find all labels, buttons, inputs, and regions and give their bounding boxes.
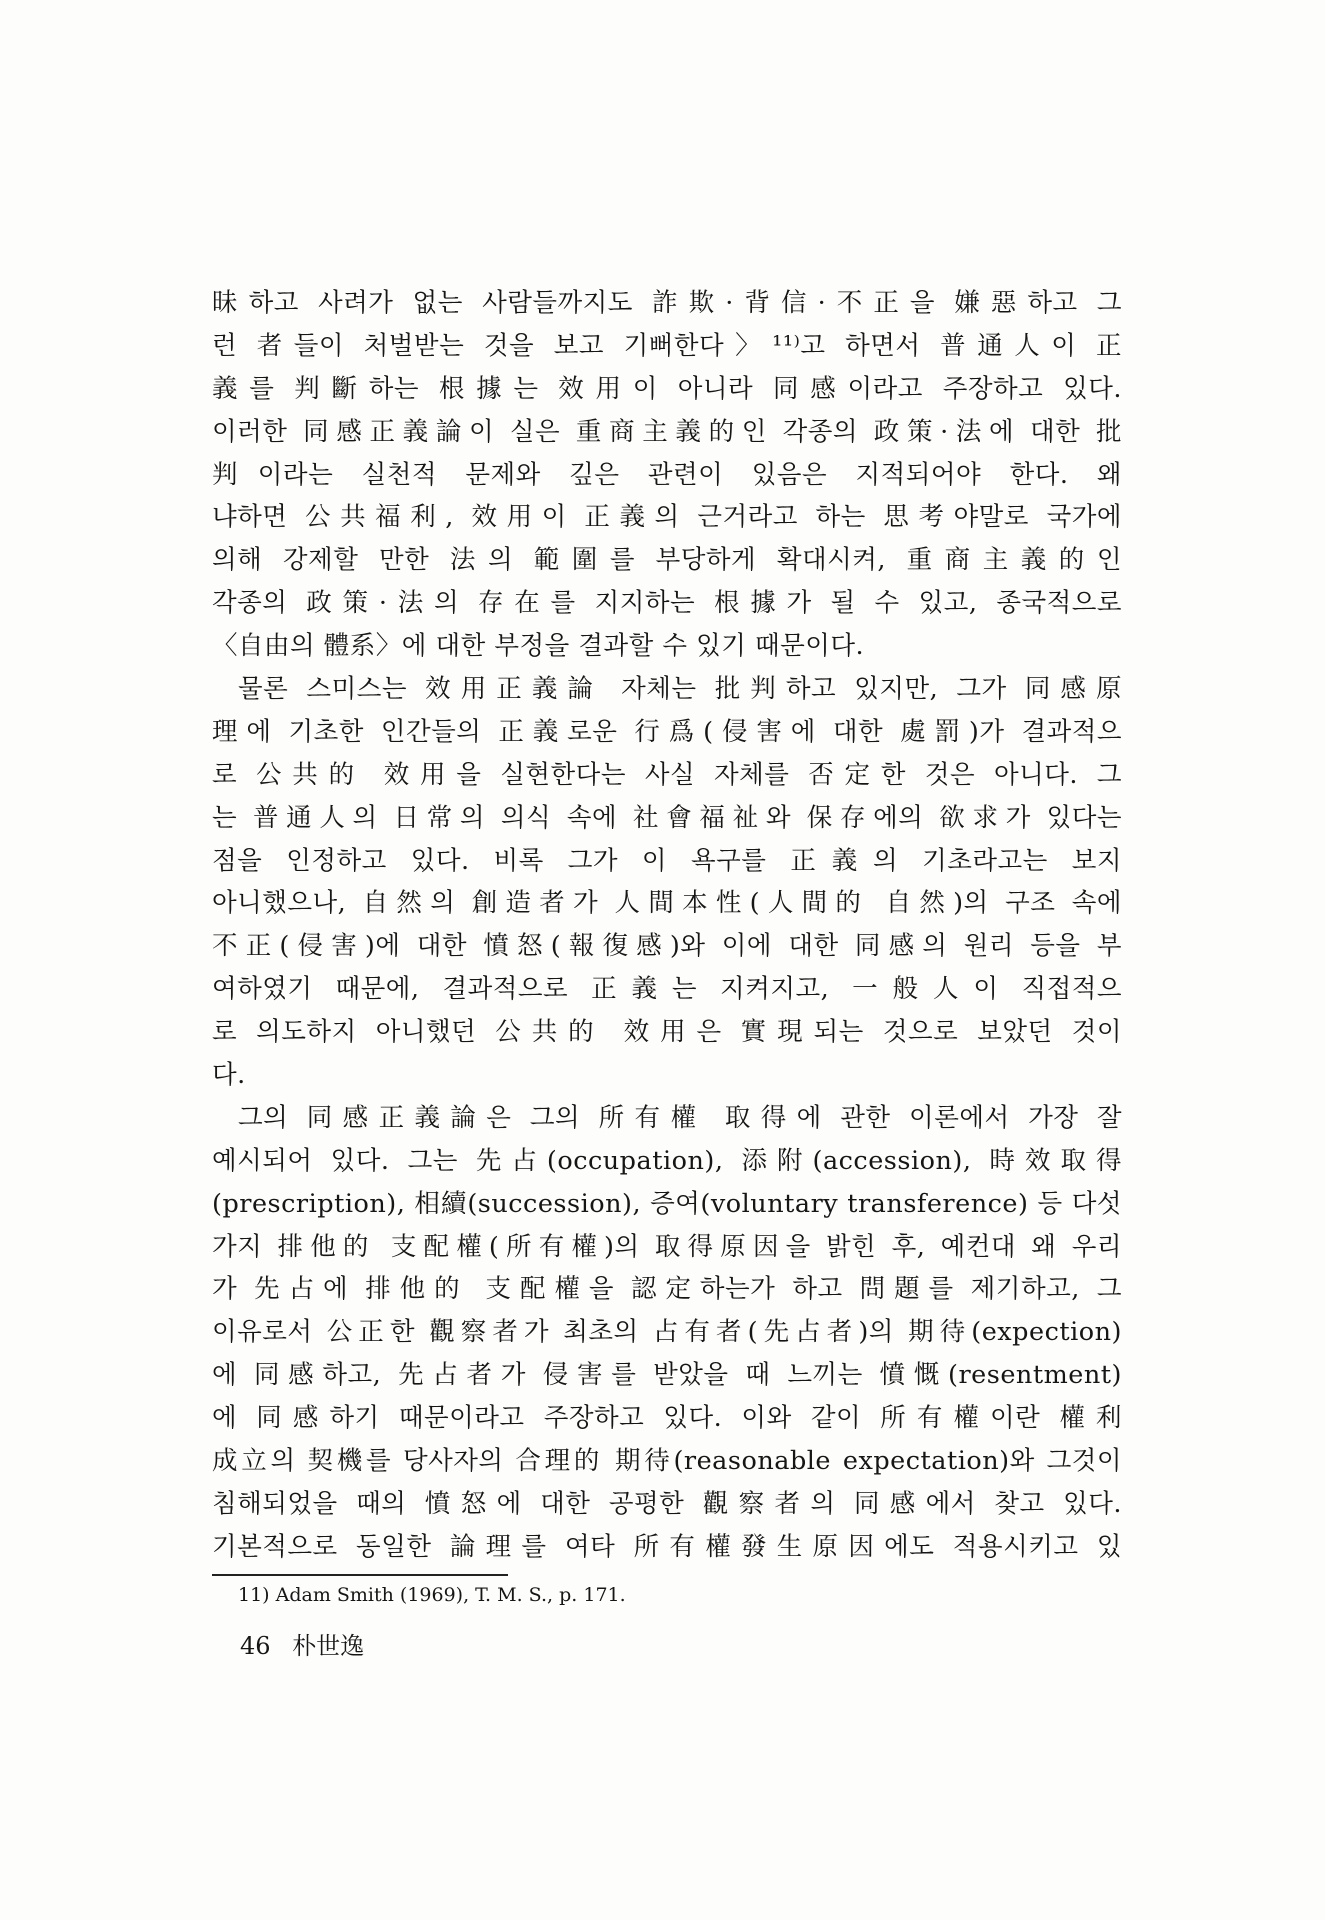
text-line: 〈自由의 體系〉에 대한 부정을 결과할 수 있기 때문이다.: [212, 631, 865, 662]
text-line: 다.: [212, 1060, 246, 1091]
text-line: 가지 排他的 支配權(所有權)의 取得原因을 밝힌 후, 예컨대 왜 우리: [212, 1231, 1122, 1262]
text-line: 判이라는 실천적 문제와 깊은 관련이 있음은 지적되어야 한다. 왜: [212, 459, 1122, 490]
footnote: 11) Adam Smith (1969), T. M. S., p. 171.: [238, 1584, 626, 1606]
text-line: 이유로서 公正한 觀察者가 최초의 占有者(先占者)의 期待(expection): [212, 1317, 1122, 1348]
text-line: 그의 同感正義論은 그의 所有權 取得에 관한 이론에서 가장 잘: [238, 1102, 1122, 1133]
text-line: 예시되어 있다. 그는 先占(occupation), 添附(accession), 時效取得: [212, 1145, 1122, 1176]
text-line: 로 公共的 效用을 실현한다는 사실 자체를 否定한 것은 아니다. 그: [212, 759, 1122, 790]
text-line: 에 同感하기 때문이라고 주장하고 있다. 이와 같이 所有權이란 權利: [212, 1403, 1122, 1434]
text-line: 각종의 政策·法의 存在를 지지하는 根據가 될 수 있고, 종국적으로: [212, 588, 1122, 619]
footnote-divider: [212, 1574, 508, 1576]
text-line: 아니했으나, 自然의 創造者가 人間本性(人間的 自然)의 구조 속에: [212, 888, 1122, 919]
text-line: 여하였기 때문에, 결과적으로 正義는 지켜지고, 一般人이 직접적으: [212, 974, 1122, 1005]
text-line: 침해되었을 때의 憤怒에 대한 공평한 觀察者의 同感에서 찾고 있다.: [212, 1488, 1122, 1519]
text-line: 냐하면 公共福利, 效用이 正義의 근거라고 하는 思考야말로 국가에: [212, 502, 1122, 533]
page-number: 46: [240, 1632, 271, 1660]
text-line: 理에 기초한 인간들의 正義로운 行爲(侵害에 대한 處罰)가 결과적으: [212, 716, 1122, 747]
text-line: 義를 判斷하는 根據는 效用이 아니라 同感이라고 주장하고 있다.: [212, 373, 1122, 404]
text-line: 물론 스미스는 效用正義論 자체는 批判하고 있지만, 그가 同感原: [238, 674, 1122, 705]
text-line: 로 의도하지 아니했던 公共的 效用은 實現되는 것으로 보았던 것이: [212, 1017, 1122, 1048]
page-folio: [240, 1628, 364, 1664]
paragraph-3: [212, 1097, 1122, 1569]
text-line: 成立의 契機를 당사자의 合理的 期待(reasonable expectation)와 그것이: [212, 1446, 1122, 1477]
paragraph-1: [212, 282, 1122, 668]
text-line: 는 普通人의 日常의 의식 속에 社會福祉와 保存에의 欲求가 있다는: [212, 802, 1122, 833]
text-line: 에 同感하고, 先占者가 侵害를 받았을 때 느끼는 憤慨(resentment): [212, 1360, 1122, 1391]
text-line: 점을 인정하고 있다. 비록 그가 이 욕구를 正義의 기초라고는 보지: [212, 845, 1122, 876]
paragraph-2: [212, 668, 1122, 1097]
text-line: 가 先占에 排他的 支配權을 認定하는가 하고 問題를 제기하고, 그: [212, 1274, 1122, 1305]
text-line: 이러한 同感正義論이 실은 重商主義的인 각종의 政策·法에 대한 批: [212, 416, 1122, 447]
text-line: 런 者들이 처벌받는 것을 보고 기뻐한다〉¹¹⁾고 하면서 普通人이 正: [212, 330, 1122, 361]
text-line: 기본적으로 동일한 論理를 여타 所有權發生原因에도 적용시키고 있: [212, 1531, 1122, 1562]
running-author: 朴世逸: [292, 1632, 365, 1660]
text-line: 의해 강제할 만한 法의 範圍를 부당하게 확대시켜, 重商主義的인: [212, 545, 1122, 576]
text-line: 不正(侵害)에 대한 憤怒(報復感)와 이에 대한 同感의 원리 등을 부: [212, 931, 1122, 962]
text-line: (prescription), 相續(succession), 증여(voluntary transference) 등 다섯: [212, 1188, 1122, 1219]
text-line: 昧하고 사려가 없는 사람들까지도 詐欺·背信·不正을 嫌惡하고 그: [212, 288, 1122, 318]
body-text: [212, 282, 1122, 1569]
